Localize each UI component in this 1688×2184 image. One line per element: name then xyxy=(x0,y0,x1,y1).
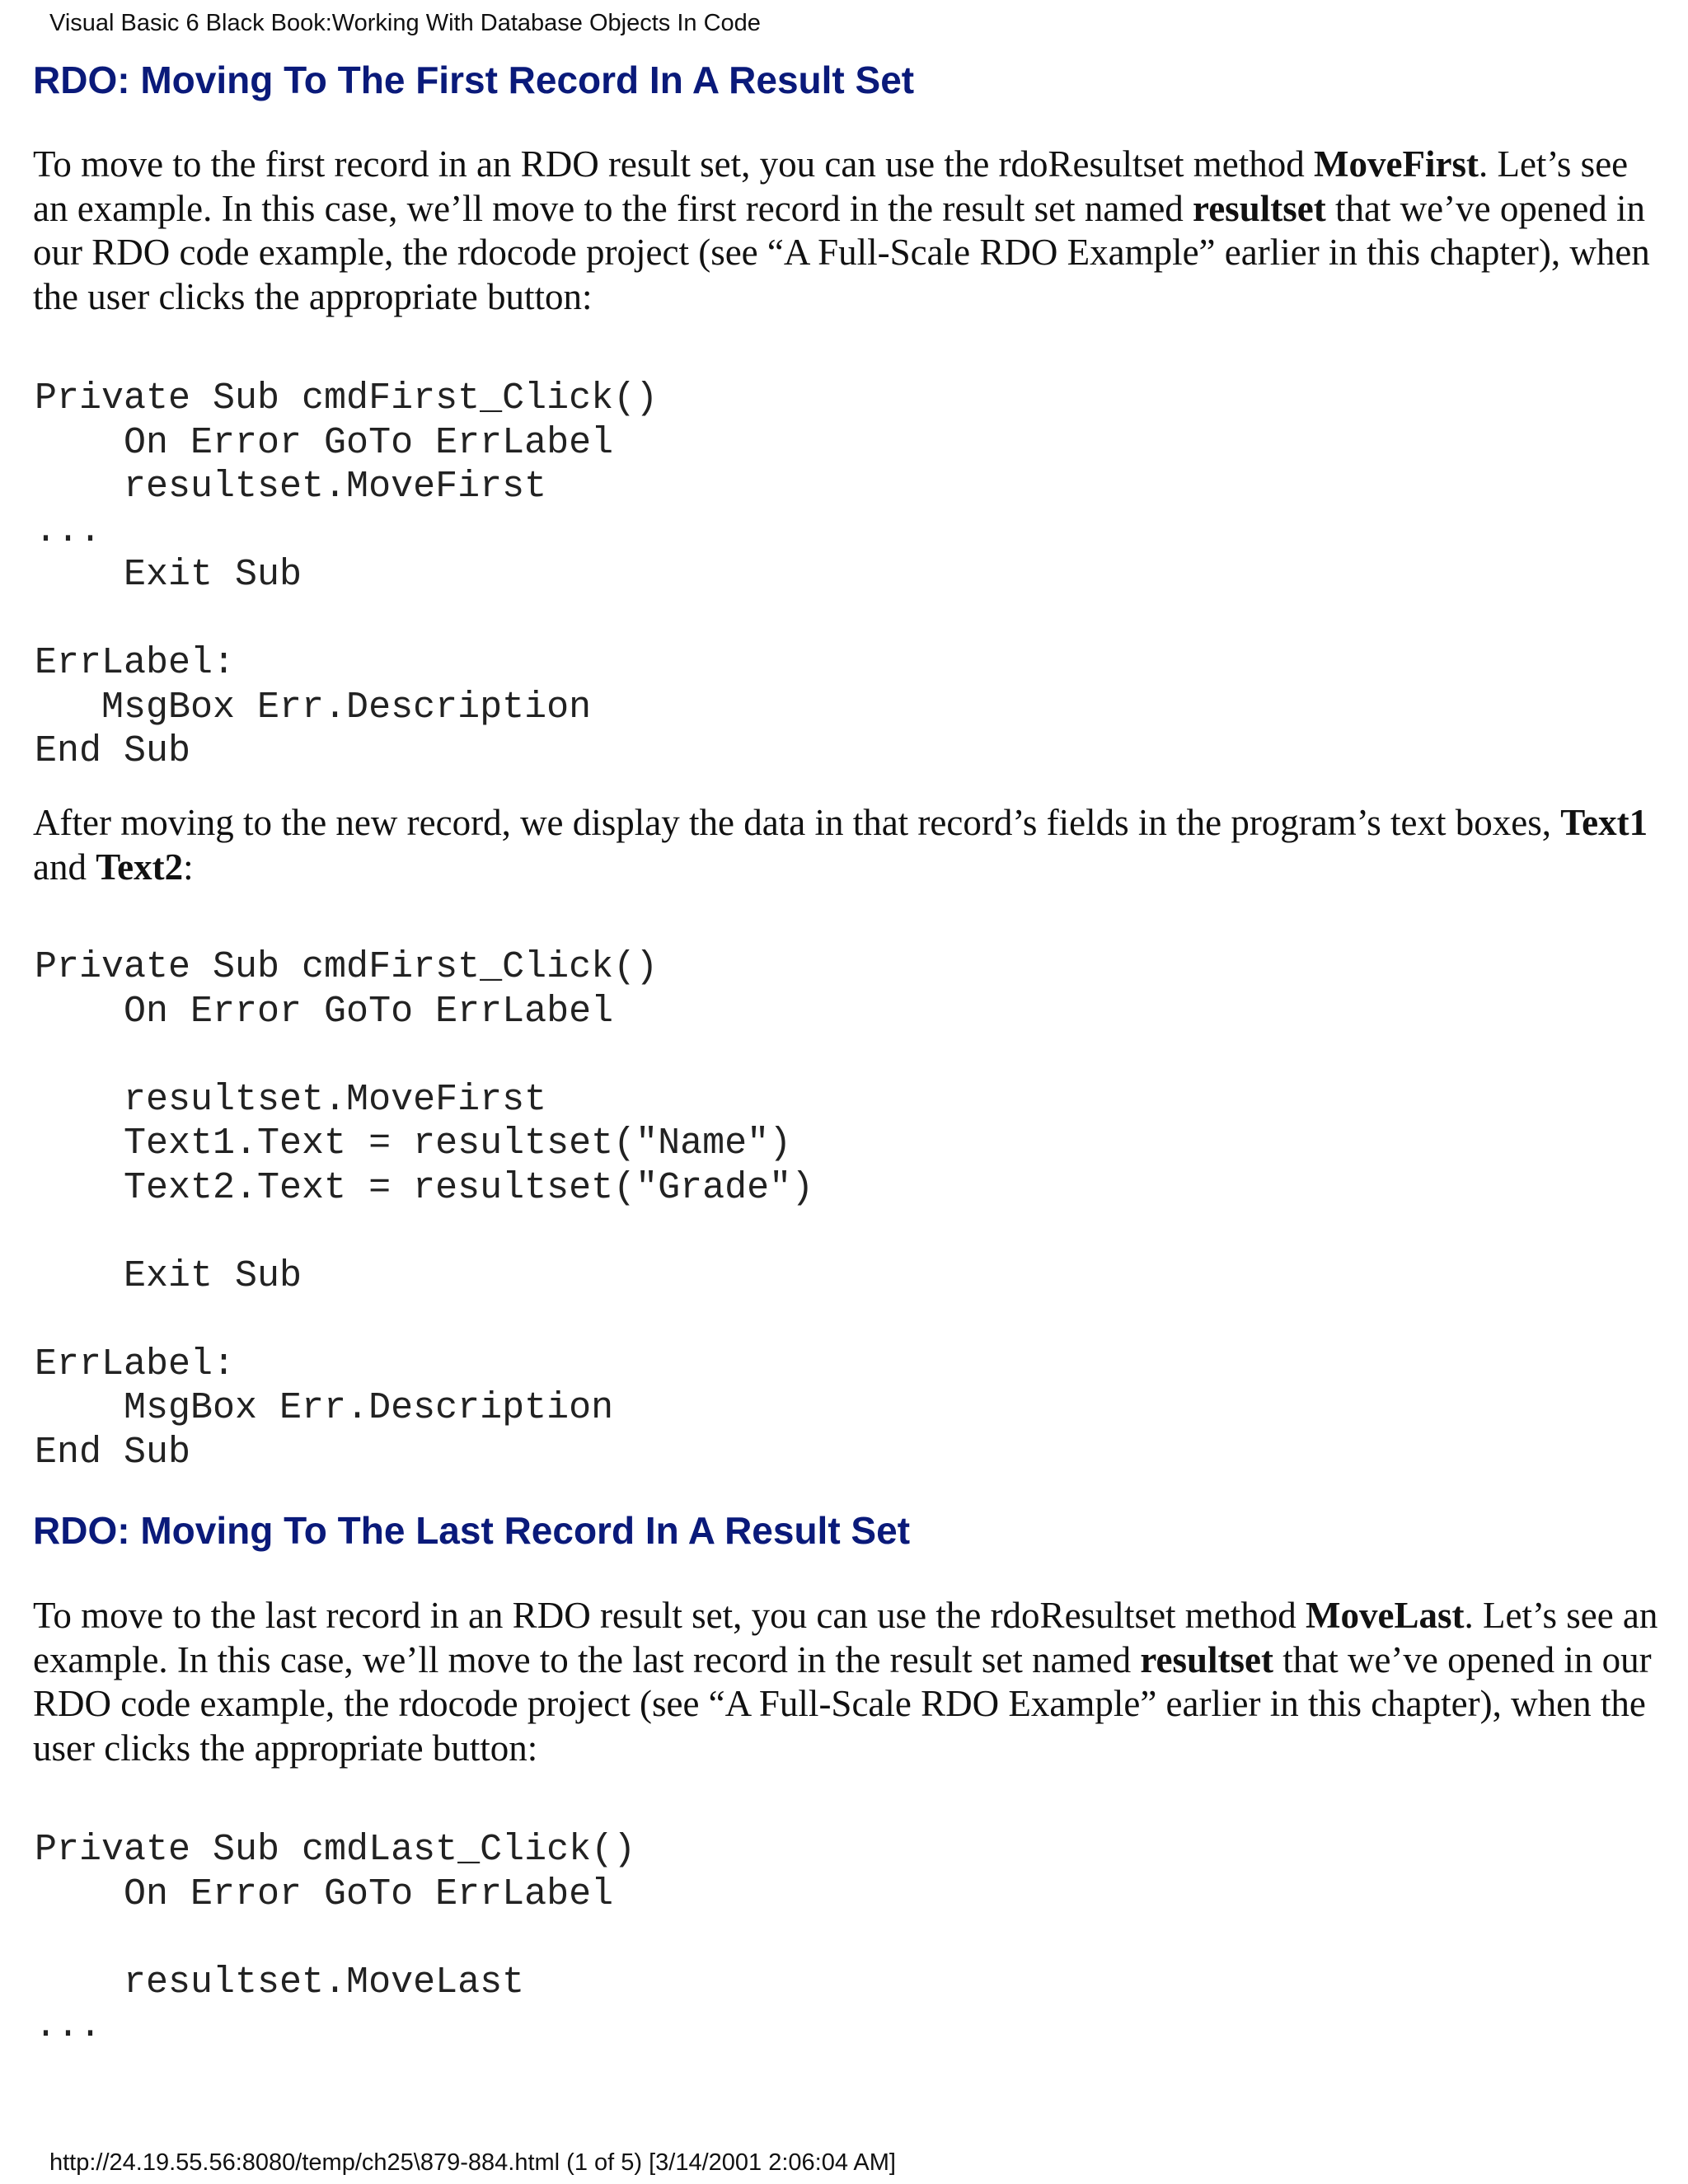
text-run: that we’ve opened in our RDO code example, the rdocode project (see “A Full-Scale RDO Example” earlier in this chapter), when the user clicks the appropriate button: xyxy=(33,187,1650,317)
code-line: resultset.MoveFirst xyxy=(35,466,547,508)
code-line: ErrLabel: xyxy=(35,642,236,684)
text-run: After moving to the new record, we display the data in that record’s fields in the program’s text boxes, xyxy=(33,802,1561,843)
running-head: Visual Basic 6 Black Book:Working With Database Objects In Code xyxy=(49,10,761,36)
code-line: Text2.Text = resultset("Grade") xyxy=(35,1166,814,1209)
section-heading-first-record: RDO: Moving To The First Record In A Result Set xyxy=(33,59,915,101)
code-block-cmdfirst-full xyxy=(35,945,814,1474)
page-footer-url: http://24.19.55.56:8080/temp/ch25\879-884.html (1 of 5) [3/14/2001 2:06:04 AM] xyxy=(49,2149,896,2176)
code-line: ... xyxy=(35,509,102,552)
code-line: ... xyxy=(35,2005,102,2047)
bold-term-resultset: resultset xyxy=(1193,187,1326,229)
section-heading-last-record: RDO: Moving To The Last Record In A Result Set xyxy=(33,1509,911,1552)
code-line: On Error GoTo ErrLabel xyxy=(35,1872,614,1915)
display-data-paragraph xyxy=(33,801,1665,889)
text-run: To move to the last record in an RDO result set, you can use the rdoResultset method xyxy=(33,1595,1306,1636)
code-line: MsgBox Err.Description xyxy=(35,686,592,729)
code-line: MsgBox Err.Description xyxy=(35,1387,614,1429)
code-line: Exit Sub xyxy=(35,1254,302,1297)
code-block-cmdlast xyxy=(35,1828,635,2049)
code-line: ErrLabel: xyxy=(35,1343,236,1385)
text-run: : xyxy=(183,846,194,888)
text-run: that we’ve opened in our RDO code example, the rdocode project (see “A Full-Scale RDO Example” earlier in this chapter), when the user clicks the appropriate button: xyxy=(33,1638,1652,1769)
text-run: and xyxy=(33,846,96,888)
bold-term-movefirst: MoveFirst xyxy=(1314,143,1479,185)
code-line: resultset.MoveLast xyxy=(35,1961,525,2004)
text-run: . Let’s see an example. In this case, we’ll move to the last record in the result set named xyxy=(33,1595,1658,1680)
bold-term-text2: Text2 xyxy=(96,846,184,888)
code-line: Private Sub cmdFirst_Click() xyxy=(35,946,659,988)
code-line: End Sub xyxy=(35,730,191,772)
bold-term-resultset: resultset xyxy=(1140,1638,1273,1680)
intro-paragraph-last-record xyxy=(33,1594,1665,1770)
code-line: Text1.Text = resultset("Name") xyxy=(35,1122,792,1165)
code-line: Private Sub cmdLast_Click() xyxy=(35,1829,636,1871)
code-line: Exit Sub xyxy=(35,554,302,596)
code-block-cmdfirst-short xyxy=(35,377,658,774)
code-line: End Sub xyxy=(35,1431,191,1474)
code-line: Private Sub cmdFirst_Click() xyxy=(35,377,659,419)
intro-paragraph-first-record xyxy=(33,143,1665,319)
bold-term-text1: Text1 xyxy=(1560,802,1648,843)
code-line: On Error GoTo ErrLabel xyxy=(35,421,614,464)
text-run: To move to the first record in an RDO result set, you can use the rdoResultset method xyxy=(33,143,1315,185)
code-line: resultset.MoveFirst xyxy=(35,1078,547,1121)
code-line: On Error GoTo ErrLabel xyxy=(35,990,614,1033)
text-run: . Let’s see an example. In this case, we’ll move to the first record in the result set named xyxy=(33,143,1629,229)
bold-term-movelast: MoveLast xyxy=(1306,1595,1465,1636)
